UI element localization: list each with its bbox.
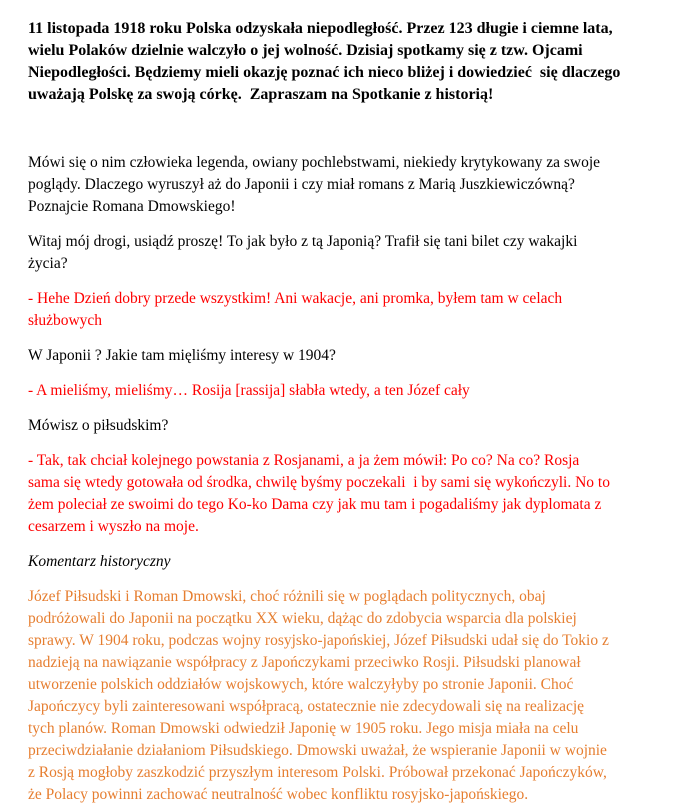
text-line: W Japonii ? Jakie tam mięliśmy interesy w 1904? [28, 347, 336, 364]
text-line: Komentarz historyczny [28, 553, 171, 570]
host-question-pilsudski [28, 415, 666, 437]
text-line: sprawy. W 1904 roku, podczas wojny rosyjsko-japońskiej, Józef Piłsudski udał się do Tokio z [28, 632, 609, 649]
text-line: podróżowali do Japonii na początku XX wieku, dążąc do zdobycia wsparcia dla polskiej [28, 610, 577, 627]
historical-commentary-paragraph [28, 586, 666, 806]
text-line: Mówi się o nim człowieka legenda, owiany pochlebstwami, niekiedy krytykowany za swoje [28, 154, 601, 171]
host-question-japan [28, 231, 666, 275]
text-line: nadzieją na nawiązanie współpracy z Japończykami przeciwko Rosji. Piłsudski planował [28, 654, 581, 671]
dmowski-introduction-paragraph [28, 152, 666, 218]
text-line: uważają Polskę za swoją córkę. Zapraszam na Spotkanie z historią! [28, 86, 494, 103]
text-line: - Hehe Dzień dobry przede wszystkim! Ani wakacje, ani promka, byłem tam w celach [28, 290, 563, 307]
dmowski-reply-rosija [28, 380, 666, 402]
text-line: - Tak, tak chciał kolejnego powstania z Rosjanami, a ja żem mówił: Po co? Na co? Rosja [28, 452, 580, 469]
text-line: przeciwdziałanie działaniom Piłsudskiego. Dmowski uważał, że wspieranie Japonii w wojnie [28, 742, 607, 759]
text-line: żem poleciał ze swoimi do tego Ko-ko Dama czy jak mu tam i pogadaliśmy jak dyplomata z [28, 496, 602, 513]
intro-bold-paragraph [28, 18, 666, 106]
historical-commentary-heading [28, 551, 666, 573]
text-line: Witaj mój drogi, usiądź proszę! To jak było z tą Japonią? Trafił się tani bilet czy wakajki [28, 233, 578, 250]
text-line: Poznajcie Romana Dmowskiego! [28, 198, 236, 215]
text-line: tych planów. Roman Dmowski odwiedził Japonię w 1905 roku. Jego misja miała na celu [28, 720, 579, 737]
text-line: Mówisz o piłsudskim? [28, 417, 169, 434]
text-line: cesarzem i wyszło na moje. [28, 518, 199, 535]
text-line: utworzenie polskich oddziałów wojskowych, które walczyłyby po stronie Japonii. Choć [28, 676, 574, 693]
text-line: Japończycy byli zainteresowani współpracą, ostatecznie nie zdecydowali się na realizację [28, 698, 585, 715]
dmowski-reply-greeting [28, 288, 666, 332]
text-line: Niepodległości. Będziemy mieli okazję poznać ich nieco bliżej i dowiedzieć się dlaczego [28, 64, 621, 81]
text-line: służbowych [28, 312, 103, 329]
text-line: 11 listopada 1918 roku Polska odzyskała niepodległość. Przez 123 długie i ciemne lata, [28, 20, 613, 37]
text-line: sama się wtedy gotowała od środka, chwilę byśmy poczekali i by sami się wykończyli. No to [28, 474, 610, 491]
text-line: - A mieliśmy, mieliśmy… Rosija [rassija] słabła wtedy, a ten Józef cały [28, 382, 470, 399]
text-line: z Rosją mogłoby zaszkodzić przyszłym interesom Polski. Próbował przekonać Japończyków, [28, 764, 607, 781]
text-line: Józef Piłsudski i Roman Dmowski, choć różnili się w poglądach politycznych, obaj [28, 588, 546, 605]
text-line: życia? [28, 255, 68, 272]
document-body [28, 18, 666, 806]
text-line: wielu Polaków dzielnie walczyło o jej wolność. Dzisiaj spotkamy się z tzw. Ojcami [28, 42, 583, 59]
host-question-interests [28, 345, 666, 367]
text-line: że Polacy powinni zachować neutralność wobec konfliktu rosyjsko-japońskiego. [28, 786, 529, 803]
text-line: poglądy. Dlaczego wyruszył aż do Japonii i czy miał romans z Marią Juszkiewiczówną? [28, 176, 575, 193]
dmowski-reply-long [28, 450, 666, 538]
